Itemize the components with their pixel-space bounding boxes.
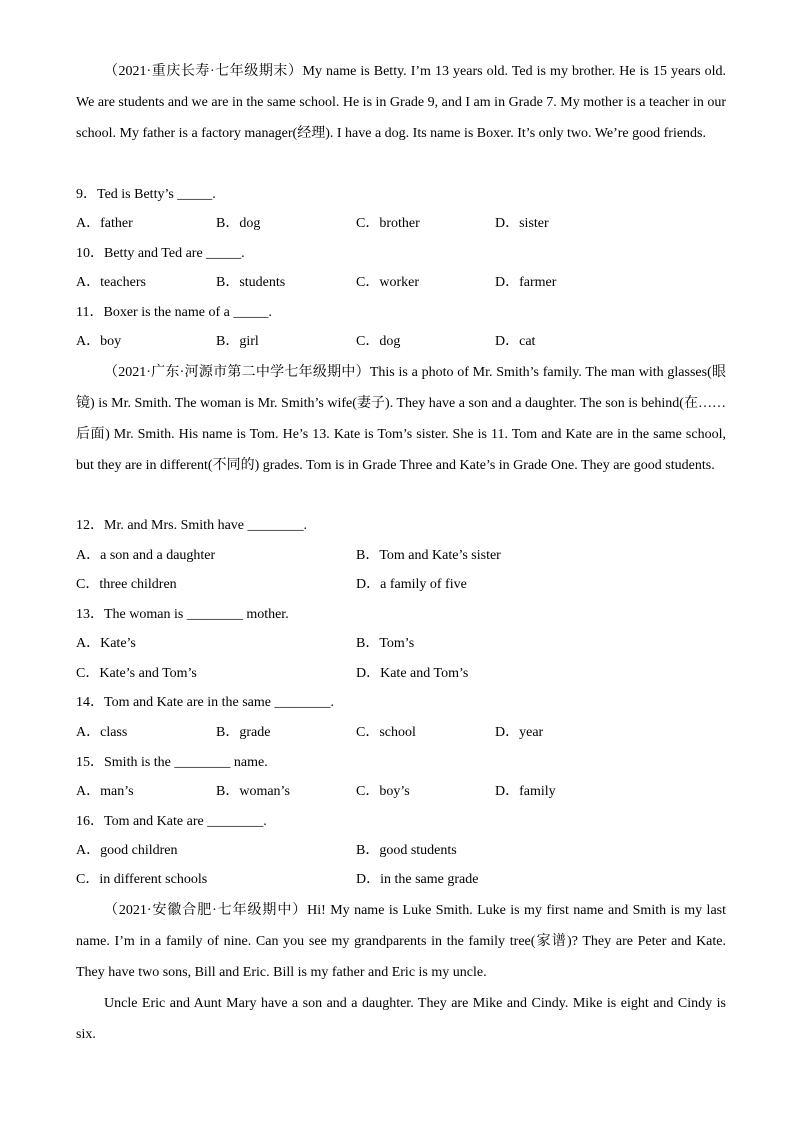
q9-option-a: A．father	[76, 216, 133, 231]
q9-option-d: D．sister	[495, 216, 549, 231]
q16-option-a: A．good children	[76, 843, 178, 858]
q9-option-b: B．dog	[216, 216, 261, 231]
q11-option-a: A．boy	[76, 334, 122, 349]
q12-option-a: A．a son and a daughter	[76, 548, 216, 563]
question-14: 14．Tom and Kate are in the same ________.	[76, 695, 334, 710]
passage-2: （2021·广东·河源市第二中学七年级期中）This is a photo of Mr. Smith’s family. The man with glasses(眼镜) is Mr. Smith. The woman is Mr. Smith’s wife(妻子). They have a son and a daughter. The son is behind(在……后面) Mr. Smith. His name is Tom. He’s 13. Kate is Tom’s sister. She is 11. Tom and Kate are in the same school, but they are in different(不同的) grades. Tom is in Grade Three and Kate’s in Grade One. They are good students.	[76, 365, 726, 473]
q11-option-d: D．cat	[495, 334, 536, 349]
q14-option-a: A．class	[76, 725, 128, 740]
q13-option-b: B．Tom’s	[356, 636, 415, 651]
q9-option-c: C．brother	[356, 216, 420, 231]
q11-option-b: B．girl	[216, 334, 259, 349]
question-9: 9．Ted is Betty’s _____.	[76, 187, 216, 202]
q12-option-c: C．three children	[76, 577, 177, 592]
question-10: 10．Betty and Ted are _____.	[76, 246, 245, 261]
q16-option-b: B．good students	[356, 843, 457, 858]
question-15: 15．Smith is the ________ name.	[76, 755, 268, 770]
q16-option-d: D．in the same grade	[356, 872, 479, 887]
passage-3: （2021·安徽合肥·七年级期中）Hi! My name is Luke Smith. Luke is my first name and Smith is my last name. I’m in a family of nine. Can you see my grandparents in the family tree(家谱)? They are Peter and Kate. They have two sons, Bill and Eric. Bill is my father and Eric is my uncle.	[76, 903, 726, 980]
question-11: 11．Boxer is the name of a _____.	[76, 305, 272, 320]
question-16: 16．Tom and Kate are ________.	[76, 814, 267, 829]
q10-option-a: A．teachers	[76, 275, 146, 290]
q12-option-b: B．Tom and Kate’s sister	[356, 548, 501, 563]
q10-option-d: D．farmer	[495, 275, 557, 290]
q15-option-c: C．boy’s	[356, 784, 410, 799]
q13-option-d: D．Kate and Tom’s	[356, 666, 469, 681]
q15-option-b: B．woman’s	[216, 784, 290, 799]
q13-option-c: C．Kate’s and Tom’s	[76, 666, 197, 681]
q12-option-d: D．a family of five	[356, 577, 467, 592]
passage-3-continued: Uncle Eric and Aunt Mary have a son and a daughter. They are Mike and Cindy. Mike is eight and Cindy is six.	[76, 996, 726, 1042]
q14-option-c: C．school	[356, 725, 416, 740]
question-13: 13．The woman is ________ mother.	[76, 607, 289, 622]
q14-option-b: B．grade	[216, 725, 271, 740]
q10-option-c: C．worker	[356, 275, 419, 290]
q15-option-a: A．man’s	[76, 784, 134, 799]
q10-option-b: B．students	[216, 275, 286, 290]
q14-option-d: D．year	[495, 725, 544, 740]
q13-option-a: A．Kate’s	[76, 636, 136, 651]
question-12: 12．Mr. and Mrs. Smith have ________.	[76, 518, 307, 533]
q11-option-c: C．dog	[356, 334, 401, 349]
q16-option-c: C．in different schools	[76, 872, 208, 887]
passage-1: （2021·重庆长寿·七年级期末）My name is Betty. I’m 13 years old. Ted is my brother. He is 15 years old. We are students and we are in the same school. He is in Grade 9, and I am in Grade 7. My mother is a teacher in our school. My father is a factory manager(经理). I have a dog. Its name is Boxer. It’s only two. We’re good friends.	[76, 64, 726, 141]
q15-option-d: D．family	[495, 784, 556, 799]
